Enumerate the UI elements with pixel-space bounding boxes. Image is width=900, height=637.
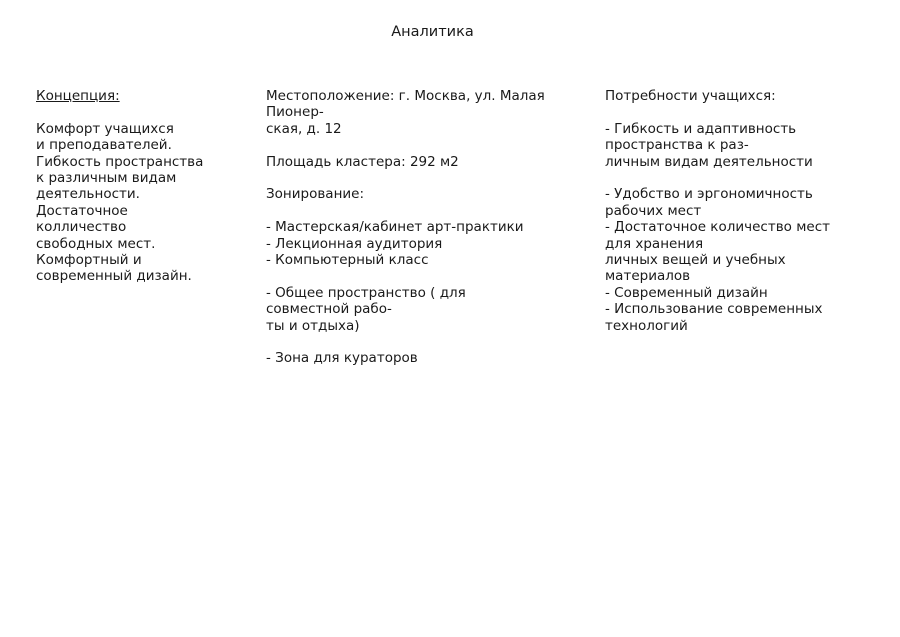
needs-line: Потребности учащихся: (605, 88, 776, 104)
needs-line: - Удобство и эргономичность (605, 186, 813, 203)
concept-line: колличество (36, 219, 127, 236)
needs-line: - Современный дизайн (605, 284, 768, 301)
concept-line (36, 104, 236, 120)
concept-column (36, 88, 236, 285)
concept-line: к различным видам (36, 170, 177, 187)
concept-line: и преподавателей. (36, 137, 172, 154)
needs-line: - Достаточное количество мест (605, 219, 830, 236)
needs-line: пространства к раз- (605, 137, 749, 154)
needs-line: материалов (605, 268, 691, 285)
concept-line: свободных мест. (36, 235, 156, 252)
location-line: - Лекционная аудитория (266, 235, 443, 252)
needs-line (605, 104, 855, 120)
location-line: - Зона для кураторов (266, 350, 418, 367)
location-line (266, 203, 566, 219)
concept-line: Комфорт учащихся (36, 120, 174, 137)
location-line: - Компьютерный класс (266, 252, 429, 269)
needs-line: - Гибкость и адаптивность (605, 120, 797, 137)
needs-line: технологий (605, 317, 688, 334)
location-line: совместной рабо- (266, 301, 392, 318)
concept-line: современный дизайн. (36, 268, 192, 285)
page-title: Аналитика (391, 24, 474, 40)
location-line: ты и отдыха) (266, 317, 360, 334)
location-line: ская, д. 12 (266, 120, 342, 137)
location-line: Пионер- (266, 104, 324, 121)
location-line: - Мастерская/кабинет арт-практики (266, 219, 524, 236)
concept-line: деятельности. (36, 186, 140, 203)
concept-line: Гибкость пространства (36, 153, 204, 170)
location-line: - Общее пространство ( для (266, 284, 466, 301)
needs-line (605, 170, 855, 186)
concept-heading: Концепция: (36, 88, 120, 104)
needs-line: - Использование современных (605, 301, 823, 318)
location-line (266, 334, 566, 350)
concept-line: Достаточное (36, 202, 128, 219)
location-line (266, 137, 566, 153)
needs-line: рабочих мест (605, 202, 702, 219)
location-line: Площадь кластера: 292 м2 (266, 153, 459, 170)
location-line: Местоположение: г. Москва, ул. Малая (266, 88, 545, 104)
location-line (266, 170, 566, 186)
location-line: Зонирование: (266, 186, 365, 203)
location-line (266, 268, 566, 284)
needs-line: для хранения (605, 235, 704, 252)
needs-line: личных вещей и учебных (605, 252, 786, 269)
location-column (266, 88, 566, 367)
concept-line: Комфортный и (36, 252, 142, 269)
needs-line: личным видам деятельности (605, 153, 813, 170)
needs-column (605, 88, 855, 334)
